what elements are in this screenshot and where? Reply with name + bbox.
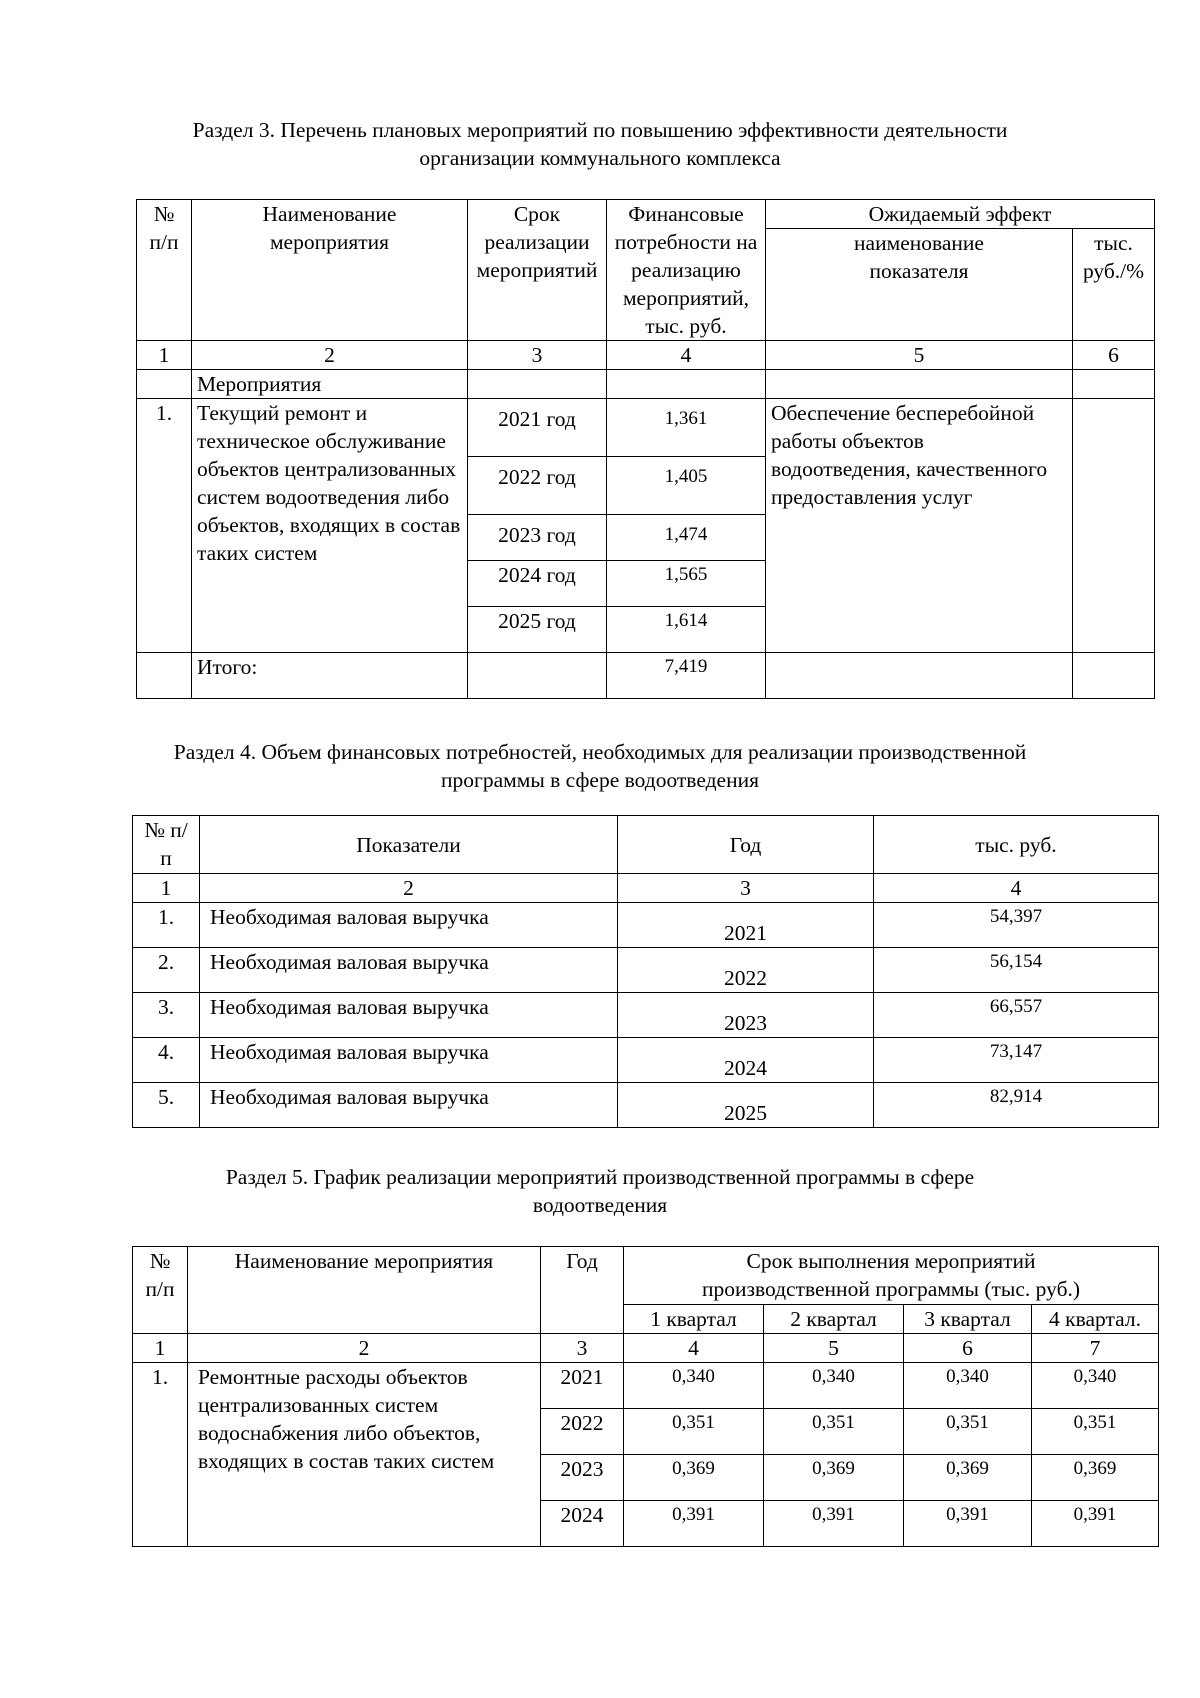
s3-value: 1,361 [607,399,766,457]
section4-title-line1: Раздел 4. Объем финансовых потребностей, необходимых для реализации производственной [173,740,1027,764]
s3-header-num: № п/п [137,200,192,341]
s5-year: 2023 [541,1455,624,1501]
s4-colnum: 3 [618,874,874,903]
s4-year: 2022 [618,948,874,993]
table-row [133,948,1159,993]
section5-title [0,1163,1200,1219]
s3-colnum: 6 [1073,341,1155,370]
s3-colnum: 3 [468,341,607,370]
s5-header-q2: 2 квартал [764,1305,904,1334]
s3-year: 2025 год [468,607,607,653]
s5-q: 0,369 [624,1455,764,1501]
s3-colnum: 2 [192,341,468,370]
s4-num: 4. [133,1038,200,1083]
s5-header-num: № п/п [133,1247,188,1334]
s5-colnum-row [133,1334,1159,1363]
s5-q: 0,351 [904,1409,1032,1455]
s3-total-row [137,653,1155,699]
s4-header-indicator: Показатели [200,816,618,874]
s4-header-year: Год [618,816,874,874]
s3-header-effect: Ожидаемый эффект [766,200,1155,229]
s4-indicator: Необходимая валовая выручка [200,948,618,993]
s3-value: 1,474 [607,515,766,561]
section3-title [0,116,1200,172]
s4-num: 3. [133,993,200,1038]
s4-header-num: № п/п [133,816,200,874]
s3-group-row [137,370,1155,399]
s4-value: 82,914 [874,1083,1159,1128]
s3-year: 2024 год [468,561,607,607]
s3-group-label: Мероприятия [192,370,468,399]
s3-total-value: 7,419 [607,653,766,699]
s5-q: 0,391 [1032,1501,1159,1547]
s5-q: 0,391 [624,1501,764,1547]
s3-year: 2021 год [468,399,607,457]
s3-header-term: Срок реализации мероприятий [468,200,607,341]
s3-item-name: Текущий ремонт и техническое обслуживание объектов централизованных систем водоотведения либо объектов, входящих в состав таких систем [192,399,468,653]
s5-header-q1: 1 квартал [624,1305,764,1334]
s4-indicator: Необходимая валовая выручка [200,1038,618,1083]
s5-colnum: 2 [188,1334,541,1363]
s5-colnum: 6 [904,1334,1032,1363]
s4-value: 56,154 [874,948,1159,993]
section4-title [0,738,1200,794]
s5-colnum: 5 [764,1334,904,1363]
section5-title-line2: водоотведения [532,1193,668,1217]
s5-q: 0,369 [904,1455,1032,1501]
s4-colnum: 1 [133,874,200,903]
s4-value: 73,147 [874,1038,1159,1083]
s3-header-effect-name: наименование показателя [766,229,1073,341]
s5-q: 0,340 [764,1363,904,1409]
s5-q: 0,340 [624,1363,764,1409]
s5-header-q3: 3 квартал [904,1305,1032,1334]
section3-title-line2: организации коммунального комплекса [419,146,781,170]
s5-header-year: Год [541,1247,624,1334]
s5-colnum: 3 [541,1334,624,1363]
s5-q: 0,340 [1032,1363,1159,1409]
s3-value: 1,614 [607,607,766,653]
section3-table [136,199,1155,699]
s5-q: 0,340 [904,1363,1032,1409]
s3-header-effect-value: тыс. руб./% [1073,229,1155,341]
s3-total-label: Итого: [192,653,468,699]
table-row [133,1083,1159,1128]
s4-indicator: Необходимая валовая выручка [200,1083,618,1128]
s4-header-value: тыс. руб. [874,816,1159,874]
s5-q: 0,369 [1032,1455,1159,1501]
s5-header-name: Наименование мероприятия [188,1247,541,1334]
s4-num: 1. [133,903,200,948]
s5-q: 0,369 [764,1455,904,1501]
s3-value: 1,405 [607,457,766,515]
s4-num: 5. [133,1083,200,1128]
s3-header-name: Наименование мероприятия [192,200,468,341]
s5-year: 2024 [541,1501,624,1547]
s5-q: 0,351 [1032,1409,1159,1455]
s3-year: 2023 год [468,515,607,561]
s4-colnum: 2 [200,874,618,903]
s4-value: 54,397 [874,903,1159,948]
s5-year: 2022 [541,1409,624,1455]
s5-header-term: Срок выполнения мероприятий производственной программы (тыс. руб.) [624,1247,1159,1305]
s4-num: 2. [133,948,200,993]
s5-q: 0,391 [764,1501,904,1547]
s4-year: 2024 [618,1038,874,1083]
table-row [133,1038,1159,1083]
s3-colnum: 1 [137,341,192,370]
s4-value: 66,557 [874,993,1159,1038]
section4-title-line2: программы в сфере водоотведения [441,768,759,792]
s4-year: 2021 [618,903,874,948]
s3-colnum: 4 [607,341,766,370]
s5-q: 0,351 [624,1409,764,1455]
section4-table [132,815,1159,1128]
s4-year: 2023 [618,993,874,1038]
s4-indicator: Необходимая валовая выручка [200,903,618,948]
table-row [133,903,1159,948]
section5-title-line1: Раздел 5. График реализации мероприятий производственной программы в сфере [225,1165,975,1189]
s5-colnum: 1 [133,1334,188,1363]
s5-item-num: 1. [133,1363,188,1547]
section3-title-line1: Раздел 3. Перечень плановых мероприятий по повышению эффективности деятельности [192,118,1008,142]
s5-year: 2021 [541,1363,624,1409]
s3-item-effect: Обеспечение бесперебойной работы объектов водоотведения, качественного предоставления услуг [766,399,1073,653]
table-row [133,1363,1159,1409]
s5-header-q4: 4 квартал. [1032,1305,1159,1334]
s5-q: 0,351 [764,1409,904,1455]
s5-colnum: 4 [624,1334,764,1363]
s3-year: 2022 год [468,457,607,515]
s5-item-name: Ремонтные расходы объектов централизованных систем водоснабжения либо объектов, входящих в состав таких систем [188,1363,541,1547]
s4-colnum: 4 [874,874,1159,903]
s5-colnum: 7 [1032,1334,1159,1363]
table-row [137,399,1155,457]
s3-colnum: 5 [766,341,1073,370]
s4-colnum-row [133,874,1159,903]
s3-item-num: 1. [137,399,192,653]
s3-header-finance: Финансовые потребности на реализацию мероприятий, тыс. руб. [607,200,766,341]
s4-indicator: Необходимая валовая выручка [200,993,618,1038]
s4-year: 2025 [618,1083,874,1128]
s5-q: 0,391 [904,1501,1032,1547]
s3-colnum-row [137,341,1155,370]
table-row [133,993,1159,1038]
section5-table [132,1246,1159,1547]
s3-value: 1,565 [607,561,766,607]
